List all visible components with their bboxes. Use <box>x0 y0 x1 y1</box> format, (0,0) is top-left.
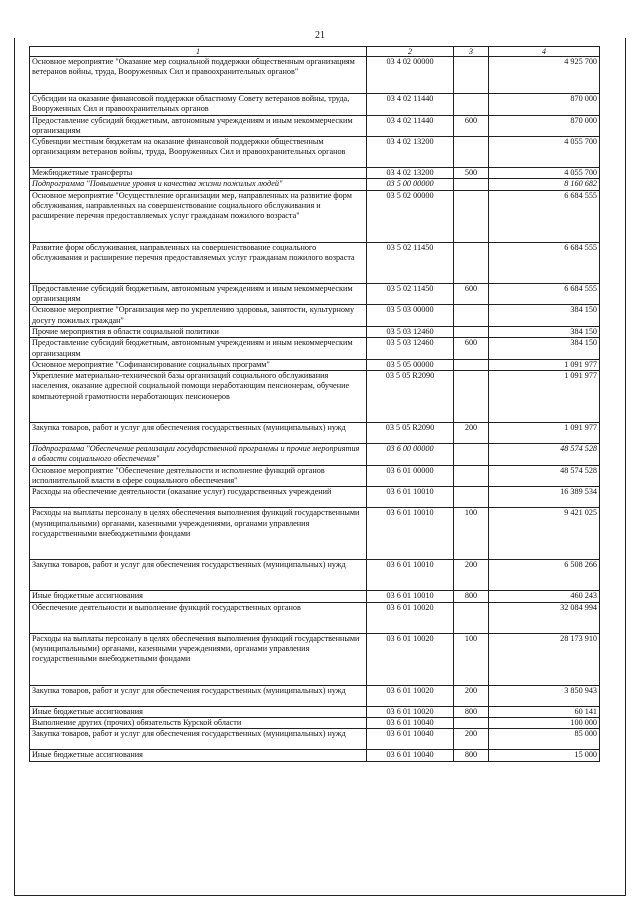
row-code-cell: 03 5 02 11450 <box>367 242 454 283</box>
row-sum-cell: 870 000 <box>489 115 600 137</box>
row-name-cell: Закупка товаров, работ и услуг для обеспечения государственных (муниципальных) нужд <box>30 560 367 591</box>
table-row <box>30 137 600 168</box>
row-code-cell: 03 5 03 00000 <box>367 305 454 327</box>
row-vr-cell <box>454 57 489 94</box>
table-row <box>30 57 600 94</box>
row-name-cell: Межбюджетные трансферты <box>30 168 367 179</box>
row-name-cell: Основное мероприятие "Осуществление организации мер, направленных на развитие форм обслуживания, направленных на совершенствование социального обслуживания и расширение перечня предоставляемых услуг гражданам пожилого возраста" <box>30 190 367 242</box>
row-code-cell: 03 6 01 10010 <box>367 560 454 591</box>
row-code-cell: 03 5 05 R2090 <box>367 371 454 423</box>
row-name-cell: Развитие форм обслуживания, направленных на совершенствование социального обслуживания и расширение перечня предоставляемых услуг гражданам пожилого возраста <box>30 242 367 283</box>
row-vr-cell <box>454 94 489 116</box>
row-sum-cell: 384 150 <box>489 305 600 327</box>
table-row <box>30 750 600 762</box>
row-vr-cell: 800 <box>454 591 489 602</box>
row-vr-cell: 200 <box>454 685 489 706</box>
row-vr-cell <box>454 359 489 370</box>
row-sum-cell: 384 150 <box>489 338 600 360</box>
table-row <box>30 283 600 305</box>
row-sum-cell: 85 000 <box>489 729 600 750</box>
table-row <box>30 94 600 116</box>
row-sum-cell: 4 055 700 <box>489 137 600 168</box>
row-code-cell: 03 6 01 10020 <box>367 602 454 633</box>
row-sum-cell: 3 850 943 <box>489 685 600 706</box>
row-code-cell: 03 5 00 00000 <box>367 179 454 190</box>
row-code-cell: 03 4 02 13200 <box>367 168 454 179</box>
row-vr-cell <box>454 190 489 242</box>
row-sum-cell: 1 091 977 <box>489 371 600 423</box>
row-vr-cell <box>454 465 489 487</box>
table-row <box>30 326 600 337</box>
table-row <box>30 729 600 750</box>
table-row <box>30 465 600 487</box>
row-name-cell: Закупка товаров, работ и услуг для обеспечения государственных (муниципальных) нужд <box>30 423 367 444</box>
row-code-cell: 03 5 03 12460 <box>367 326 454 337</box>
table-row <box>30 305 600 327</box>
table-row <box>30 591 600 602</box>
row-vr-cell <box>454 305 489 327</box>
row-name-cell: Укрепление материально-технической базы организаций социального обслуживания населения, оказание адресной социальной помощи неработающим пенсионерам, обучение компьютерной грамотности неработающих пенсионеров <box>30 371 367 423</box>
row-name-cell: Иные бюджетные ассигнования <box>30 591 367 602</box>
table-row <box>30 706 600 717</box>
header-col-3: 3 <box>454 47 489 57</box>
row-name-cell: Основное мероприятие "Организация мер по укреплению здоровья, занятости, культурному досугу пожилых граждан" <box>30 305 367 327</box>
row-code-cell: 03 6 01 10010 <box>367 591 454 602</box>
table-row <box>30 560 600 591</box>
row-name-cell: Расходы на обеспечение деятельности (оказание услуг) государственных учреждений <box>30 487 367 508</box>
header-col-4: 4 <box>489 47 600 57</box>
row-vr-cell: 600 <box>454 115 489 137</box>
row-sum-cell: 6 684 555 <box>489 242 600 283</box>
row-code-cell: 03 5 05 00000 <box>367 359 454 370</box>
row-name-cell: Субсидии на оказание финансовой поддержки областному Совету ветеранов войны, труда, Вооруженных Сил и правоохранительных органов <box>30 94 367 116</box>
row-sum-cell: 100 000 <box>489 717 600 728</box>
row-sum-cell: 384 150 <box>489 326 600 337</box>
row-code-cell: 03 6 01 10020 <box>367 685 454 706</box>
table-body <box>30 57 600 762</box>
row-code-cell: 03 6 01 10040 <box>367 729 454 750</box>
row-vr-cell: 600 <box>454 338 489 360</box>
row-vr-cell <box>454 242 489 283</box>
table-row <box>30 115 600 137</box>
row-code-cell: 03 4 02 11440 <box>367 115 454 137</box>
row-sum-cell: 1 091 977 <box>489 359 600 370</box>
table-row <box>30 359 600 370</box>
row-sum-cell: 15 000 <box>489 750 600 762</box>
row-code-cell: 03 6 01 10020 <box>367 706 454 717</box>
row-vr-cell <box>454 487 489 508</box>
row-code-cell: 03 6 01 10040 <box>367 717 454 728</box>
table-row <box>30 423 600 444</box>
table-header-row <box>30 47 600 57</box>
row-name-cell: Расходы на выплаты персоналу в целях обеспечения выполнения функций государственными (муниципальными) органами, казенными учреждениями, органами управления государственными внебюджетными фондами <box>30 508 367 560</box>
row-vr-cell: 500 <box>454 168 489 179</box>
row-sum-cell: 9 421 025 <box>489 508 600 560</box>
row-name-cell: Закупка товаров, работ и услуг для обеспечения государственных (муниципальных) нужд <box>30 685 367 706</box>
row-sum-cell: 6 684 555 <box>489 190 600 242</box>
row-sum-cell: 6 508 266 <box>489 560 600 591</box>
table-row <box>30 685 600 706</box>
row-code-cell: 03 4 02 13200 <box>367 137 454 168</box>
row-vr-cell <box>454 602 489 633</box>
table-row <box>30 508 600 560</box>
row-name-cell: Иные бюджетные ассигнования <box>30 750 367 762</box>
row-vr-cell: 100 <box>454 508 489 560</box>
row-vr-cell <box>454 137 489 168</box>
row-code-cell: 03 6 01 10040 <box>367 750 454 762</box>
row-vr-cell <box>454 371 489 423</box>
row-sum-cell: 16 389 534 <box>489 487 600 508</box>
row-sum-cell: 6 684 555 <box>489 283 600 305</box>
row-code-cell: 03 6 01 10010 <box>367 487 454 508</box>
row-name-cell: Основное мероприятие "Обеспечение деятельности и исполнение функций органов исполнительной власти в сфере социального обеспечения" <box>30 465 367 487</box>
row-vr-cell: 200 <box>454 560 489 591</box>
row-name-cell: Обеспечение деятельности и выполнение функций государственных органов <box>30 602 367 633</box>
row-sum-cell: 32 084 994 <box>489 602 600 633</box>
row-name-cell: Подпрограмма "Обеспечение реализации государственной программы и прочие мероприятия в области социального обеспечения" <box>30 444 367 466</box>
row-code-cell: 03 5 05 R2090 <box>367 423 454 444</box>
row-code-cell: 03 5 03 12460 <box>367 338 454 360</box>
row-name-cell: Предоставление субсидий бюджетным, автономным учреждениям и иным некоммерческим организациям <box>30 338 367 360</box>
row-sum-cell: 48 574 528 <box>489 465 600 487</box>
row-sum-cell: 1 091 977 <box>489 423 600 444</box>
header-col-2: 2 <box>367 47 454 57</box>
row-code-cell: 03 6 00 00000 <box>367 444 454 466</box>
row-name-cell: Основное мероприятие "Оказание мер социальной поддержки общественным организациям ветеранов войны, труда, Вооруженных Сил и правоохранительных органов" <box>30 57 367 94</box>
table-row <box>30 190 600 242</box>
row-vr-cell: 200 <box>454 423 489 444</box>
row-sum-cell: 60 141 <box>489 706 600 717</box>
row-code-cell: 03 4 02 11440 <box>367 94 454 116</box>
row-sum-cell: 4 055 700 <box>489 168 600 179</box>
row-name-cell: Выполнение других (прочих) обязательств Курской области <box>30 717 367 728</box>
row-code-cell: 03 6 01 00000 <box>367 465 454 487</box>
page-number: 21 <box>315 30 325 41</box>
row-sum-cell: 460 243 <box>489 591 600 602</box>
row-name-cell: Предоставление субсидий бюджетным, автономным учреждениям и иным некоммерческим организациям <box>30 115 367 137</box>
table-row <box>30 179 600 190</box>
row-code-cell: 03 4 02 00000 <box>367 57 454 94</box>
row-name-cell: Субвенции местным бюджетам на оказание финансовой поддержки общественным организациям ветеранов войны, труда, Вооруженных Сил и правоохранительных органов <box>30 137 367 168</box>
row-code-cell: 03 6 01 10010 <box>367 508 454 560</box>
row-vr-cell <box>454 717 489 728</box>
table-row <box>30 487 600 508</box>
row-sum-cell: 8 160 682 <box>489 179 600 190</box>
budget-table <box>29 46 600 762</box>
row-code-cell: 03 6 01 10020 <box>367 633 454 685</box>
row-vr-cell <box>454 326 489 337</box>
row-sum-cell: 48 574 528 <box>489 444 600 466</box>
row-name-cell: Иные бюджетные ассигнования <box>30 706 367 717</box>
row-vr-cell: 100 <box>454 633 489 685</box>
row-name-cell: Прочие мероприятия в области социальной политики <box>30 326 367 337</box>
table-row <box>30 717 600 728</box>
row-vr-cell: 200 <box>454 729 489 750</box>
row-name-cell: Подпрограмма "Повышение уровня и качества жизни пожилых людей" <box>30 179 367 190</box>
row-vr-cell: 600 <box>454 283 489 305</box>
table-row <box>30 444 600 466</box>
table-row <box>30 633 600 685</box>
table-row <box>30 602 600 633</box>
row-sum-cell: 4 925 700 <box>489 57 600 94</box>
table-row <box>30 168 600 179</box>
row-sum-cell: 870 000 <box>489 94 600 116</box>
row-name-cell: Основное мероприятие "Софинансирование социальных программ" <box>30 359 367 370</box>
row-name-cell: Предоставление субсидий бюджетным, автономным учреждениям и иным некоммерческим организациям <box>30 283 367 305</box>
row-vr-cell: 800 <box>454 750 489 762</box>
row-vr-cell <box>454 444 489 466</box>
table-row <box>30 338 600 360</box>
row-sum-cell: 28 173 910 <box>489 633 600 685</box>
row-code-cell: 03 5 02 00000 <box>367 190 454 242</box>
row-code-cell: 03 5 02 11450 <box>367 283 454 305</box>
row-name-cell: Закупка товаров, работ и услуг для обеспечения государственных (муниципальных) нужд <box>30 729 367 750</box>
row-vr-cell <box>454 179 489 190</box>
table-row <box>30 242 600 283</box>
row-name-cell: Расходы на выплаты персоналу в целях обеспечения выполнения функций государственными (муниципальными) органами, казенными учреждениями, органами управления государственными внебюджетными фондами <box>30 633 367 685</box>
header-col-1: 1 <box>30 47 367 57</box>
row-vr-cell: 800 <box>454 706 489 717</box>
table-row <box>30 371 600 423</box>
